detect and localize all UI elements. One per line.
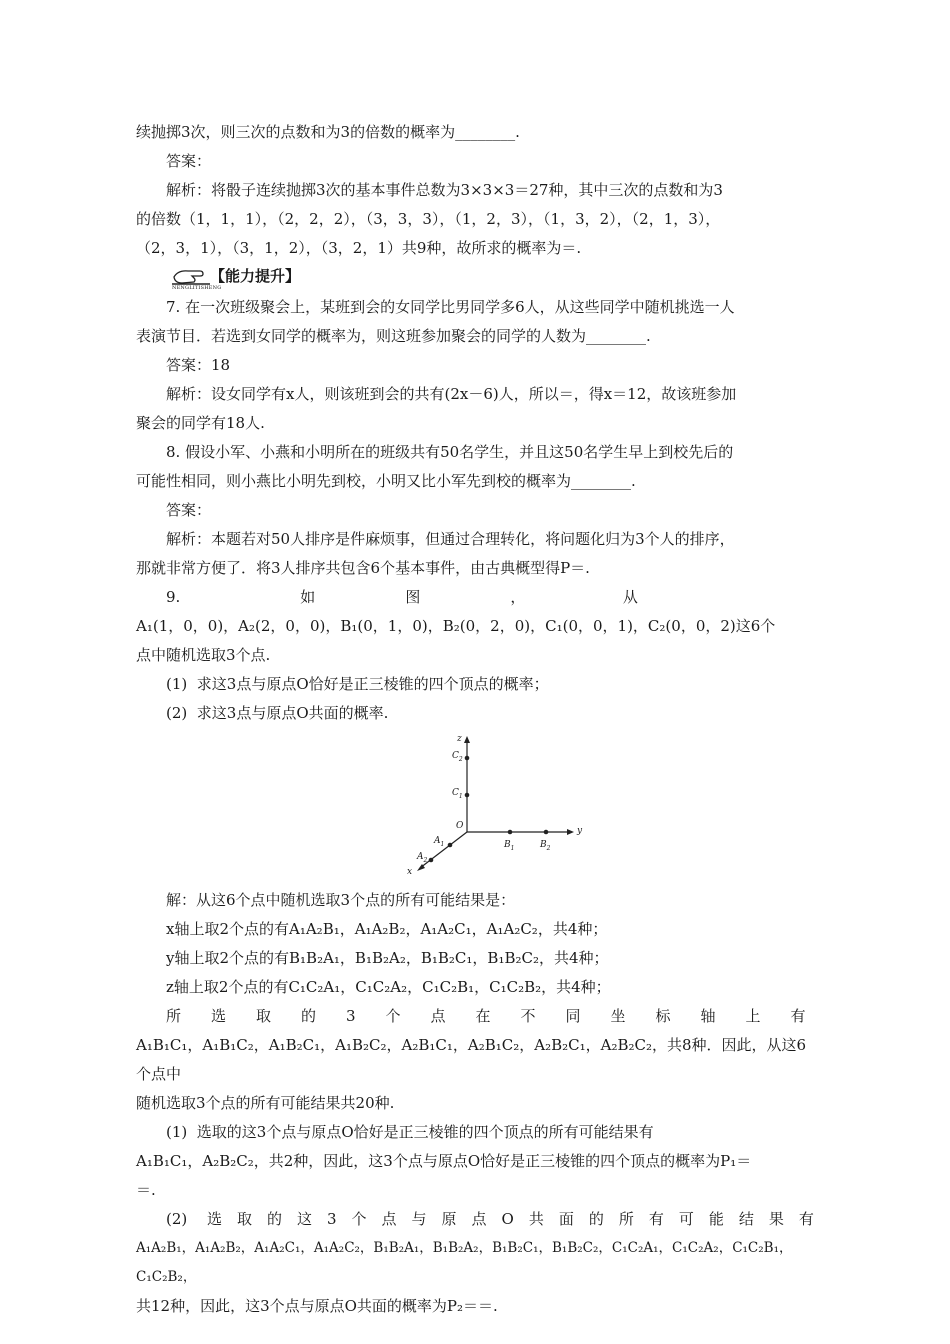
text-line: ＝. — [136, 1181, 156, 1199]
text-line: y轴上取2个点的有B₁B₂A₁，B₁B₂A₂，B₁B₂C₁，B₁B₂C₂，共4种； — [166, 949, 609, 967]
point-c2-label: $C_2$ — [452, 751, 463, 763]
text-line: (1) 选取的这3个点与原点O恰好是正三棱锥的四个顶点的所有可能结果有 — [166, 1123, 654, 1141]
section-banner — [170, 263, 816, 293]
point-b2-label: $B_2$ — [540, 840, 551, 852]
section-title: 【能力提升】 — [210, 267, 301, 285]
text-line: 表演节目．若选到女同学的概率为，则这班参加聚会的同学的人数为________. — [136, 327, 651, 345]
section-subtitle: NENGLITISHENG — [172, 285, 222, 291]
answer-label: 答案：18 — [166, 356, 231, 374]
document-page — [136, 118, 816, 1321]
y-axis-label: y — [577, 826, 583, 836]
text-line: 共12种，因此，这3个点与原点O共面的概率为P₂＝＝. — [136, 1297, 498, 1315]
text-line: 解析：设女同学有x人，则该班到会的共有(2x－6)人，所以＝，得x＝12，故该班参加 — [166, 385, 737, 403]
text-line: A₁A₂B₁，A₁A₂B₂，A₁A₂C₁，A₁A₂C₂，B₁B₂A₁，B₁B₂A₂，B₁B₂C₁，B₁B₂C₂，C₁C₂A₁，C₁C₂A₂，C₁C₂B₁，C₁C₂B₂， — [136, 1240, 793, 1285]
text-line: 随机选取3个点的所有可能结果共20种. — [136, 1094, 395, 1112]
text-line: 可能性相同，则小燕比小明先到校，小明又比小军先到校的概率为________. — [136, 472, 636, 490]
origin-label: O — [456, 821, 464, 831]
point-c1-label: $C_1$ — [452, 788, 463, 800]
problem-9: 9. 如 图 ， 从 — [166, 588, 638, 606]
problem-7: 7. 在一次班级聚会上，某班到会的女同学比男同学多6人，从这些同学中随机挑选一人 — [166, 298, 735, 316]
point-a2-label: $A_2$ — [417, 852, 428, 864]
text-line: A₁B₁C₁，A₁B₁C₂，A₁B₂C₁，A₁B₂C₂，A₂B₁C₁，A₂B₁C₂，A₂B₂C₁，A₂B₂C₂，共8种．因此，从这6个点中 — [136, 1036, 807, 1083]
text-line: x轴上取2个点的有A₁A₂B₁，A₁A₂B₂，A₁A₂C₁，A₁A₂C₂，共4种； — [166, 920, 608, 938]
point-b1-label: $B_1$ — [504, 840, 515, 852]
text-line: 那就非常方便了．将3人排序共包含6个基本事件，由古典概型得P＝. — [136, 559, 590, 577]
text-line: 聚会的同学有18人. — [136, 414, 265, 432]
text-line: z轴上取2个点的有C₁C₂A₁，C₁C₂A₂，C₁C₂B₁，C₁C₂B₂，共4种； — [166, 978, 611, 996]
text-line: 解析：将骰子连续抛掷3次的基本事件总数为3×3×3＝27种，其中三次的点数和为3 — [166, 181, 723, 199]
x-axis-label: x — [407, 867, 413, 877]
text-line: (2) 求这3点与原点O共面的概率. — [166, 704, 389, 722]
text-line: A₁(1，0，0)，A₂(2，0，0)，B₁(0，1，0)，B₂(0，2，0)，C₁(0，0，1)，C₂(0，0，2)这6个 — [136, 617, 776, 635]
text-line: 解析：本题若对50人排序是件麻烦事，但通过合理转化，将问题化归为3个人的排序， — [166, 530, 735, 548]
solution-line: 解：从这6个点中随机选取3个点的所有可能结果是： — [166, 891, 516, 909]
text-line: 续抛掷3次，则三次的点数和为3的倍数的概率为________. — [136, 123, 520, 141]
answer-label: 答案： — [166, 501, 212, 519]
text-line: 的倍数（1，1，1），（2，2，2），（3，3，3），（1，2，3），（1，3，2），（2，1，3）， — [136, 210, 721, 228]
text-line: 点中随机选取3个点. — [136, 646, 271, 664]
answer-label: 答案： — [166, 152, 212, 170]
coordinate-axes — [400, 736, 590, 886]
text-line: (2) 选 取 的 这 3 个 点 与 原 点 O 共 面 的 所 有 可 能 结 果 有 — [166, 1210, 814, 1228]
z-axis-label: z — [457, 734, 462, 744]
text-line: （2，3，1），（3，1，2），（3，2，1）共9种，故所求的概率为＝. — [136, 239, 582, 257]
point-a1-label: $A_1$ — [434, 836, 445, 848]
text-line: 所 选 取 的 3 个 点 在 不 同 坐 标 轴 上 有 — [166, 1007, 806, 1025]
axis-figure — [400, 736, 590, 886]
problem-8: 8. 假设小军、小燕和小明所在的班级共有50名学生，并且这50名学生早上到校先后的 — [166, 443, 734, 461]
text-line: A₁B₁C₁，A₂B₂C₂，共2种，因此，这3个点与原点O恰好是正三棱锥的四个顶点的概率为P₁＝ — [136, 1152, 752, 1170]
text-line: (1) 求这3点与原点O恰好是正三棱锥的四个顶点的概率； — [166, 675, 549, 693]
